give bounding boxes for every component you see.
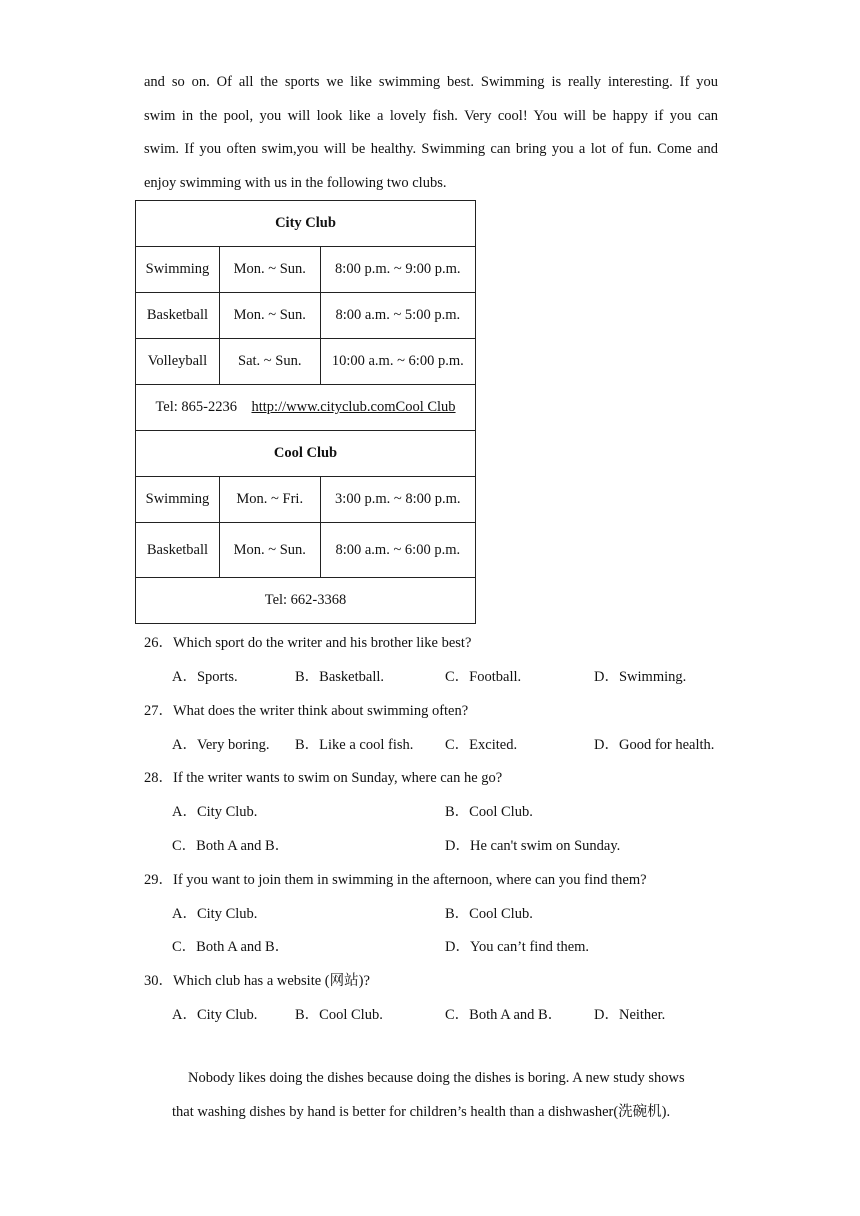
option-29-b[interactable]: B．Cool Club. xyxy=(445,906,533,922)
table-cell: Sat. ~ Sun. xyxy=(219,339,320,385)
option-27-b[interactable]: B．Like a cool fish. xyxy=(295,737,414,753)
option-29-c[interactable]: C．Both A and B． xyxy=(172,939,290,955)
option-29-a[interactable]: A．City Club. xyxy=(172,906,258,922)
passage-2-line: Nobody likes doing the dishes because doing the dishes is boring. A new study shows xyxy=(188,1070,685,1086)
table-cell: Mon. ~ Sun. xyxy=(219,247,320,293)
question-30: 30．Which club has a website (网站)? xyxy=(144,973,370,989)
table-cell: 8:00 a.m. ~ 6:00 p.m. xyxy=(320,523,475,578)
intro-line: enjoy swimming with us in the following two clubs. xyxy=(144,174,447,191)
table-cell: 8:00 p.m. ~ 9:00 p.m. xyxy=(320,247,475,293)
option-30-d[interactable]: D．Neither. xyxy=(594,1007,666,1023)
option-30-a[interactable]: A．City Club. xyxy=(172,1007,258,1023)
question-27: 27．What does the writer think about swimming often? xyxy=(144,703,469,719)
intro-line: swim. If you often swim,you will be healthy. Swimming can bring you a lot of fun. Come and xyxy=(144,141,718,158)
table-row xyxy=(136,293,476,339)
option-30-b[interactable]: B．Cool Club. xyxy=(295,1007,383,1023)
option-28-d[interactable]: D．He can't swim on Sunday. xyxy=(445,838,621,854)
city-club-tel: Tel: 865-2236 xyxy=(155,399,237,415)
option-28-c[interactable]: C．Both A and B． xyxy=(172,838,290,854)
table-cell: 8:00 a.m. ~ 5:00 p.m. xyxy=(320,293,475,339)
table-cell: Basketball xyxy=(136,523,220,578)
option-26-a[interactable]: A．Sports. xyxy=(172,669,238,685)
intro-line: and so on. Of all the sports we like swimming best. Swimming is really interesting. If you xyxy=(144,74,718,90)
table-row xyxy=(136,339,476,385)
question-28: 28．If the writer wants to swim on Sunday, where can he go? xyxy=(144,770,503,786)
question-26: 26．Which sport do the writer and his brother like best? xyxy=(144,635,472,651)
intro-paragraph xyxy=(144,66,718,200)
option-27-d[interactable]: D．Good for health. xyxy=(594,737,715,753)
city-club-contact xyxy=(136,385,476,431)
table-cell: 10:00 a.m. ~ 6:00 p.m. xyxy=(320,339,475,385)
city-club-title: City Club xyxy=(136,201,476,247)
table-row xyxy=(136,523,476,578)
option-26-c[interactable]: C．Football. xyxy=(445,669,522,685)
intro-line: swim in the pool, you will look like a lovely fish. Very cool! You will be happy if you can xyxy=(144,107,718,124)
table-row xyxy=(136,247,476,293)
table-cell: Volleyball xyxy=(136,339,220,385)
table-cell: Swimming xyxy=(136,477,220,523)
table-cell: 3:00 p.m. ~ 8:00 p.m. xyxy=(320,477,475,523)
option-29-d[interactable]: D．You can’t find them. xyxy=(445,939,590,955)
cool-club-tel: Tel: 662-3368 xyxy=(136,578,476,624)
table-row xyxy=(136,477,476,523)
option-27-a[interactable]: A．Very boring. xyxy=(172,737,270,753)
table-cell: Basketball xyxy=(136,293,220,339)
option-28-b[interactable]: B．Cool Club. xyxy=(445,804,533,820)
table-cell: Swimming xyxy=(136,247,220,293)
option-26-b[interactable]: B．Basketball. xyxy=(295,669,385,685)
table-cell: Mon. ~ Fri. xyxy=(219,477,320,523)
option-26-d[interactable]: D．Swimming. xyxy=(594,669,687,685)
city-club-website-link[interactable]: http://www.cityclub.comCool Club xyxy=(251,399,456,415)
passage-2 xyxy=(172,1062,710,1129)
clubs-table xyxy=(135,200,476,624)
question-29: 29．If you want to join them in swimming in the afternoon, where can you find them? xyxy=(144,872,647,888)
passage-2-line: that washing dishes by hand is better for children’s health than a dishwasher(洗碗机). xyxy=(172,1103,671,1120)
option-27-c[interactable]: C．Excited. xyxy=(445,737,518,753)
option-28-a[interactable]: A．City Club. xyxy=(172,804,258,820)
table-cell: Mon. ~ Sun. xyxy=(219,523,320,578)
option-30-c[interactable]: C．Both A and B． xyxy=(445,1007,563,1023)
cool-club-title: Cool Club xyxy=(136,431,476,477)
table-cell: Mon. ~ Sun. xyxy=(219,293,320,339)
